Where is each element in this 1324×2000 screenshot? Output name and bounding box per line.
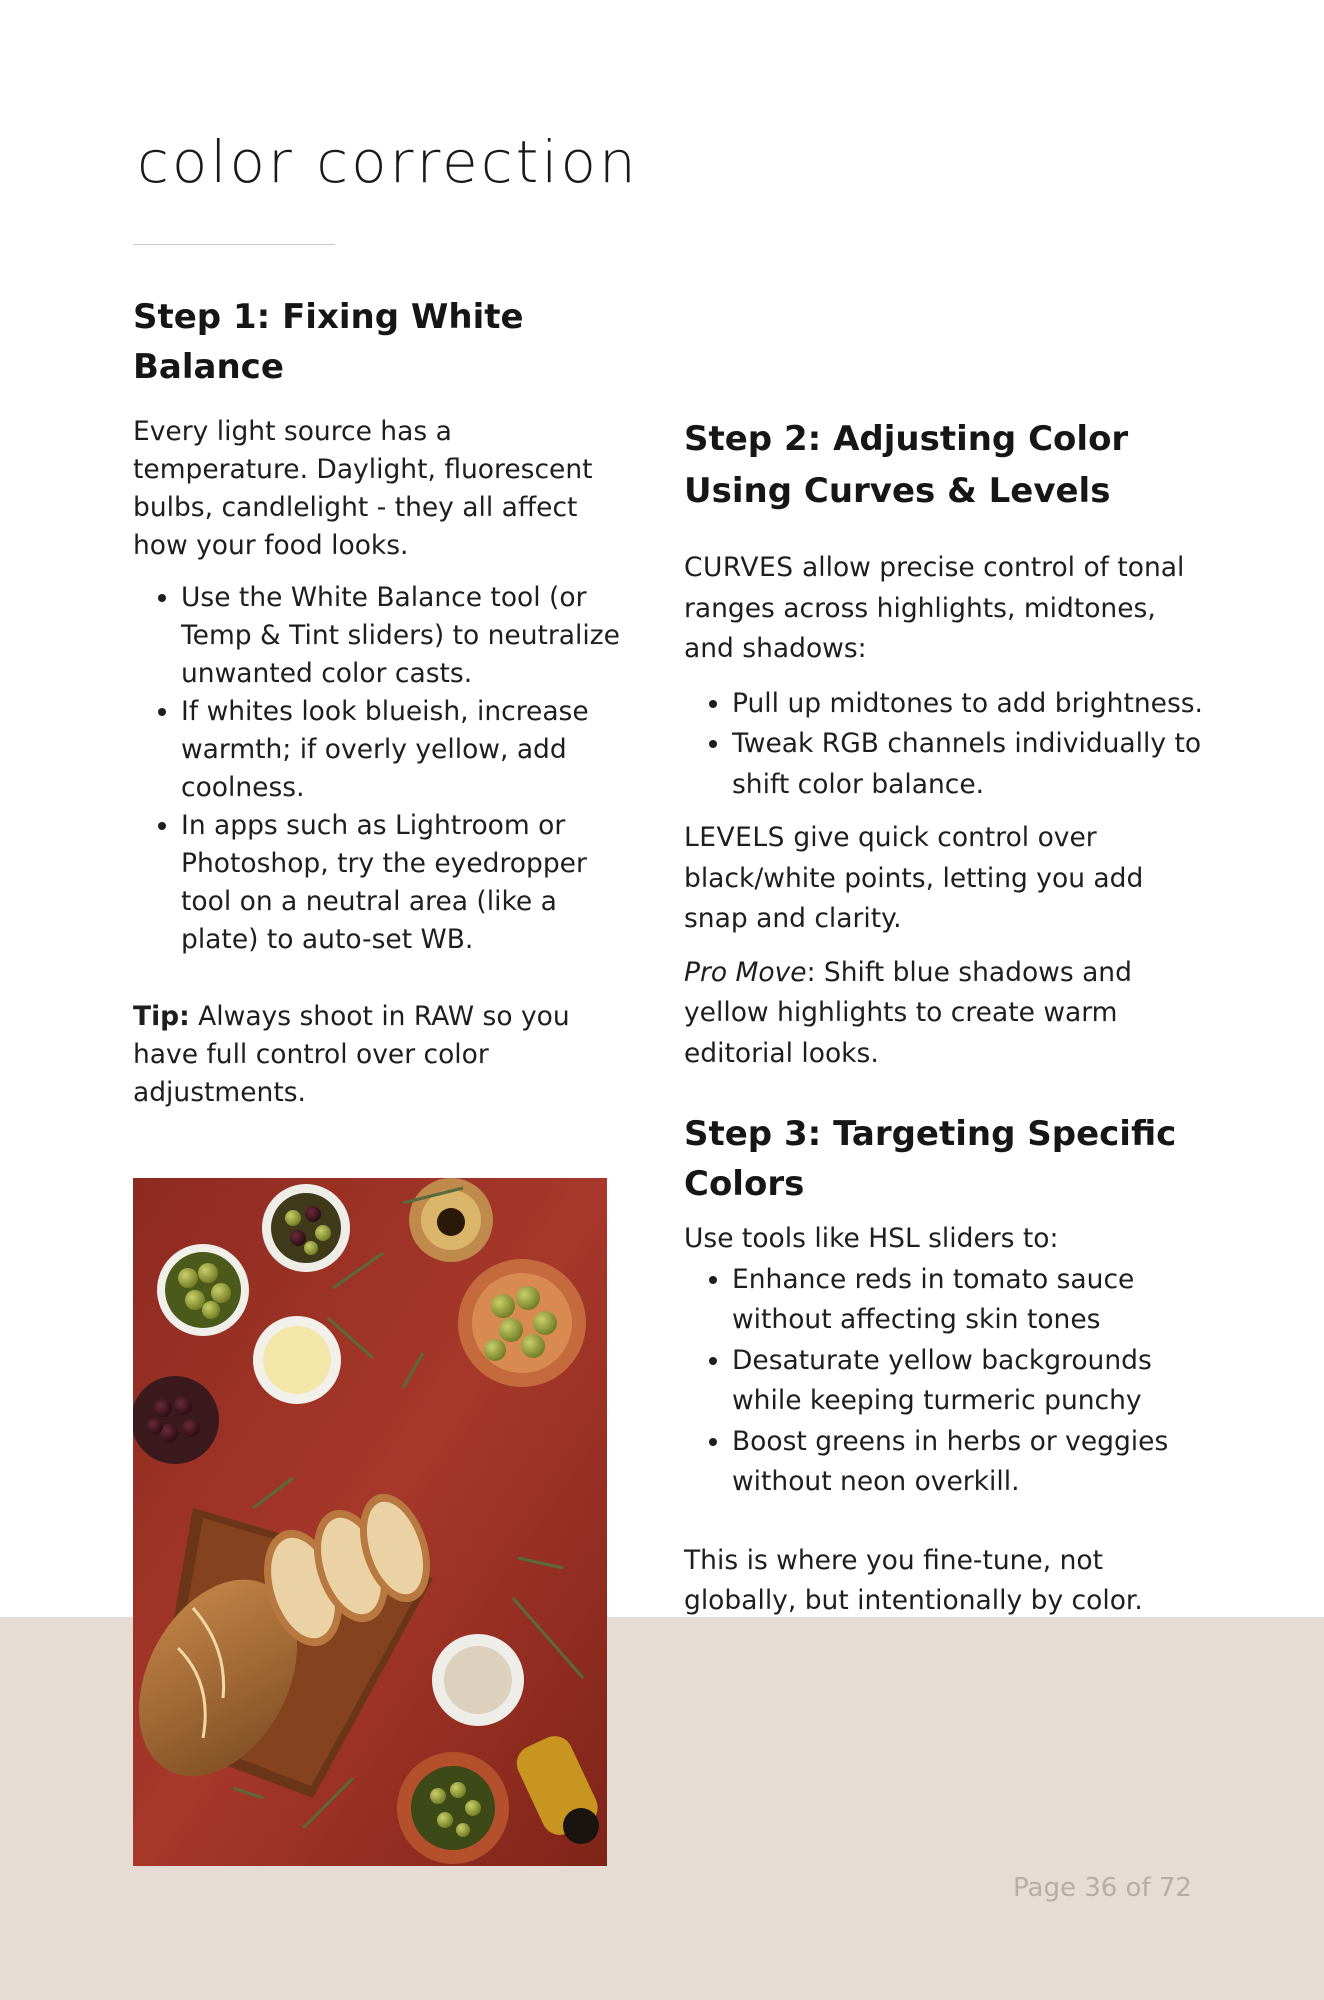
pro-move-text: : Shift blue shadows and yellow highlights to create warm editorial looks. (684, 956, 1132, 1069)
step1-heading: Step 1: Fixing White Balance (133, 297, 524, 387)
step1-bullet: • Use the White Balance tool (or Temp & Tint sliders) to neutralize unwanted color casts. (181, 579, 633, 693)
dip-bowl (432, 1634, 524, 1726)
step1-bullet-list (133, 579, 633, 959)
pro-move-label: Pro Move (684, 956, 807, 988)
curves-label: CURVES (684, 552, 794, 583)
caper-bowl (397, 1752, 509, 1864)
page-number: Page 36 of 72 (1013, 1873, 1192, 1903)
step2-bullet: • Pull up midtones to add brightness. (732, 684, 1204, 725)
step2-heading: Step 2: Adjusting Color Using Curves & Levels (684, 419, 1129, 511)
step3-closing: This is where you fine-tune, not globally, but intentionally by color. (684, 1544, 1143, 1616)
left-column (133, 292, 633, 1112)
step1-bullet: • In apps such as Lightroom or Photoshop, try the eyedropper tool on a neutral area (like a plate) to auto-set WB. (181, 807, 633, 959)
tip-text: Always shoot in RAW so you have full control over color adjustments. (133, 1001, 570, 1108)
curves-text: allow precise control of tonal ranges across highlights, midtones, and shadows: (684, 552, 1185, 664)
pro-move-paragraph (684, 953, 1204, 1075)
step2-bullet: • Tweak RGB channels individually to shift color balance. (732, 724, 1204, 805)
step3-intro: Use tools like HSL sliders to: (684, 1223, 1059, 1254)
title-divider (133, 244, 335, 245)
step1-bullet: • If whites look blueish, increase warmth; if overly yellow, add coolness. (181, 693, 633, 807)
step3-bullet: • Enhance reds in tomato sauce without affecting skin tones (732, 1260, 1204, 1341)
green-olive-bowl-left (157, 1244, 249, 1336)
food-spread-photo (133, 1178, 607, 1866)
curves-paragraph (684, 548, 1204, 670)
step1-intro: Every light source has a temperature. Daylight, fluorescent bulbs, candlelight - they all affect how your food looks. (133, 416, 593, 561)
terracotta-olive-bowl (458, 1259, 586, 1387)
step3-heading: Step 3: Targeting Specific Colors (684, 1114, 1177, 1204)
levels-label: LEVELS (684, 822, 785, 853)
right-column (684, 413, 1204, 1622)
butter-bowl (253, 1316, 341, 1404)
page-title: color correction (137, 128, 639, 196)
tip-label: Tip: (133, 1001, 190, 1032)
step3-bullet: • Boost greens in herbs or veggies without neon overkill. (732, 1422, 1204, 1503)
mixed-olive-bowl (262, 1184, 350, 1272)
step2-bullet-list (684, 684, 1204, 806)
step3-bullet-list (684, 1260, 1204, 1503)
dark-olive-bowl (133, 1376, 219, 1464)
levels-text: give quick control over black/white points, letting you add snap and clarity. (684, 822, 1144, 934)
step3-bullet: • Desaturate yellow backgrounds while keeping turmeric punchy (732, 1341, 1204, 1422)
step1-tip (133, 998, 633, 1112)
levels-paragraph (684, 818, 1204, 940)
